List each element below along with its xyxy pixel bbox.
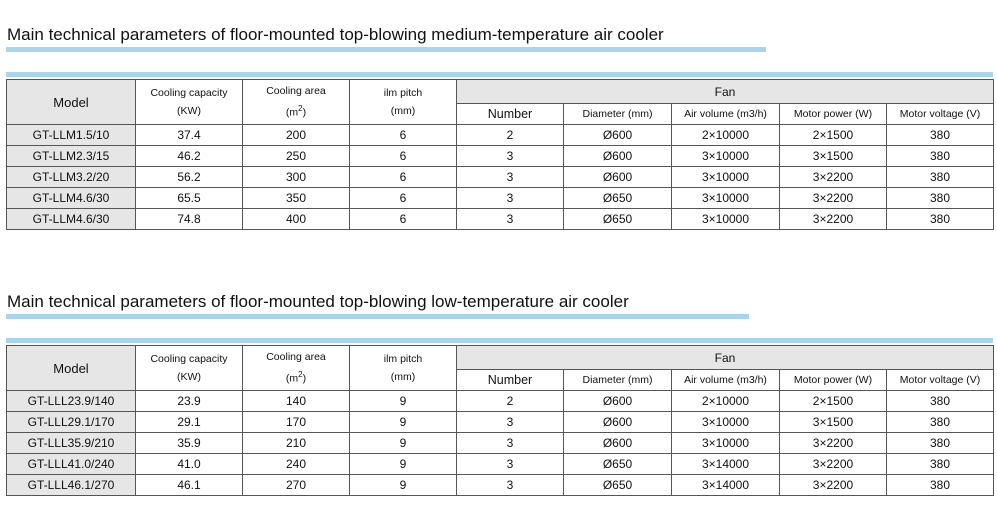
spec-table-medium <box>6 79 994 230</box>
number-cell: 3 <box>457 412 564 433</box>
table-row <box>7 412 994 433</box>
table-row <box>7 209 994 230</box>
air-volume-header: Air volume (m3/h) <box>672 104 780 125</box>
cooling-capacity-header <box>136 346 243 391</box>
header-row <box>7 346 994 370</box>
motor-voltage-cell: 380 <box>887 167 994 188</box>
section-title-medium: Main technical parameters of floor-mounted top-blowing medium-temperature air cooler <box>7 25 664 44</box>
air-volume-cell: 3×10000 <box>672 146 780 167</box>
cooling-area-header <box>243 346 350 391</box>
motor-power-cell: 3×2200 <box>780 209 887 230</box>
diameter-cell: Ø650 <box>564 454 672 475</box>
model-cell: GT-LLL23.9/140 <box>7 391 136 412</box>
section-title-low: Main technical parameters of floor-mounted top-blowing low-temperature air cooler <box>7 292 629 311</box>
capacity-cell: 41.0 <box>136 454 243 475</box>
capacity-cell: 29.1 <box>136 412 243 433</box>
motor-voltage-cell: 380 <box>887 391 994 412</box>
capacity-cell: 65.5 <box>136 188 243 209</box>
motor-power-cell: 3×2200 <box>780 433 887 454</box>
air-volume-header: Air volume (m3/h) <box>672 370 780 391</box>
air-volume-cell: 3×10000 <box>672 209 780 230</box>
pitch-cell: 9 <box>350 412 457 433</box>
fin-pitch-label: ilm pitch <box>383 87 423 99</box>
pitch-cell: 6 <box>350 209 457 230</box>
number-cell: 2 <box>457 125 564 146</box>
table-top-bar <box>6 72 993 77</box>
model-cell: GT-LLM4.6/30 <box>7 209 136 230</box>
diameter-cell: Ø650 <box>564 475 672 496</box>
air-volume-cell: 2×10000 <box>672 125 780 146</box>
header-row <box>7 80 994 104</box>
motor-voltage-cell: 380 <box>887 412 994 433</box>
model-cell: GT-LLM4.6/30 <box>7 188 136 209</box>
pitch-cell: 6 <box>350 167 457 188</box>
model-header: Model <box>7 346 136 391</box>
number-cell: 2 <box>457 391 564 412</box>
motor-power-cell: 2×1500 <box>780 125 887 146</box>
area-cell: 250 <box>243 146 350 167</box>
spec-table-low <box>6 345 994 496</box>
number-cell: 3 <box>457 475 564 496</box>
table-row <box>7 146 994 167</box>
area-cell: 270 <box>243 475 350 496</box>
air-volume-cell: 3×14000 <box>672 475 780 496</box>
capacity-cell: 46.1 <box>136 475 243 496</box>
fin-pitch-header <box>350 346 457 391</box>
title-underline <box>6 47 766 52</box>
cooling-capacity-unit: (KW) <box>177 371 201 383</box>
fin-pitch-label: ilm pitch <box>383 353 423 365</box>
area-cell: 140 <box>243 391 350 412</box>
pitch-cell: 9 <box>350 433 457 454</box>
number-cell: 3 <box>457 209 564 230</box>
motor-voltage-cell: 380 <box>887 454 994 475</box>
air-volume-cell: 3×10000 <box>672 433 780 454</box>
motor-voltage-cell: 380 <box>887 209 994 230</box>
area-cell: 350 <box>243 188 350 209</box>
model-header: Model <box>7 80 136 125</box>
cooling-capacity-label: Cooling capacity <box>150 353 228 365</box>
number-cell: 3 <box>457 433 564 454</box>
motor-voltage-cell: 380 <box>887 433 994 454</box>
pitch-cell: 9 <box>350 475 457 496</box>
number-cell: 3 <box>457 167 564 188</box>
air-volume-cell: 3×10000 <box>672 167 780 188</box>
pitch-cell: 9 <box>350 391 457 412</box>
table-row <box>7 125 994 146</box>
motor-power-cell: 3×1500 <box>780 412 887 433</box>
table-row <box>7 433 994 454</box>
cooling-capacity-header <box>136 80 243 125</box>
motor-power-header: Motor power (W) <box>780 104 887 125</box>
table-top-bar <box>6 338 993 343</box>
table-row <box>7 454 994 475</box>
table-row <box>7 167 994 188</box>
diameter-cell: Ø600 <box>564 433 672 454</box>
motor-voltage-cell: 380 <box>887 125 994 146</box>
cooling-area-header <box>243 80 350 125</box>
fin-pitch-header <box>350 80 457 125</box>
pitch-cell: 6 <box>350 125 457 146</box>
capacity-cell: 35.9 <box>136 433 243 454</box>
capacity-cell: 56.2 <box>136 167 243 188</box>
cooling-area-label: Cooling area <box>266 351 326 364</box>
motor-power-header: Motor power (W) <box>780 370 887 391</box>
cooling-capacity-unit: (KW) <box>177 105 201 117</box>
title-underline <box>6 314 749 319</box>
area-cell: 400 <box>243 209 350 230</box>
area-cell: 200 <box>243 125 350 146</box>
model-cell: GT-LLL35.9/210 <box>7 433 136 454</box>
motor-voltage-header: Motor voltage (V) <box>887 104 994 125</box>
number-header: Number <box>457 370 564 391</box>
capacity-cell: 37.4 <box>136 125 243 146</box>
diameter-cell: Ø600 <box>564 125 672 146</box>
number-cell: 3 <box>457 454 564 475</box>
model-cell: GT-LLL41.0/240 <box>7 454 136 475</box>
number-header: Number <box>457 104 564 125</box>
diameter-cell: Ø600 <box>564 167 672 188</box>
fan-header: Fan <box>457 346 994 370</box>
diameter-header: Diameter (mm) <box>564 104 672 125</box>
table-row <box>7 188 994 209</box>
capacity-cell: 74.8 <box>136 209 243 230</box>
fin-pitch-unit: (mm) <box>390 105 416 117</box>
fin-pitch-unit: (mm) <box>390 371 416 383</box>
air-volume-cell: 3×14000 <box>672 454 780 475</box>
fan-header: Fan <box>457 80 994 104</box>
pitch-cell: 6 <box>350 146 457 167</box>
air-volume-cell: 3×10000 <box>672 412 780 433</box>
motor-voltage-cell: 380 <box>887 188 994 209</box>
air-volume-cell: 3×10000 <box>672 188 780 209</box>
pitch-cell: 9 <box>350 454 457 475</box>
diameter-cell: Ø650 <box>564 188 672 209</box>
table-row <box>7 391 994 412</box>
capacity-cell: 46.2 <box>136 146 243 167</box>
air-volume-cell: 2×10000 <box>672 391 780 412</box>
diameter-cell: Ø650 <box>564 209 672 230</box>
diameter-cell: Ø600 <box>564 412 672 433</box>
cooling-area-label: Cooling area <box>266 85 326 98</box>
model-cell: GT-LLM3.2/20 <box>7 167 136 188</box>
model-cell: GT-LLL46.1/270 <box>7 475 136 496</box>
diameter-header: Diameter (mm) <box>564 370 672 391</box>
pitch-cell: 6 <box>350 188 457 209</box>
number-cell: 3 <box>457 188 564 209</box>
area-cell: 240 <box>243 454 350 475</box>
table-row <box>7 475 994 496</box>
diameter-cell: Ø600 <box>564 146 672 167</box>
motor-power-cell: 3×2200 <box>780 167 887 188</box>
capacity-cell: 23.9 <box>136 391 243 412</box>
diameter-cell: Ø600 <box>564 391 672 412</box>
motor-power-cell: 3×2200 <box>780 188 887 209</box>
motor-power-cell: 3×1500 <box>780 146 887 167</box>
motor-voltage-header: Motor voltage (V) <box>887 370 994 391</box>
motor-power-cell: 3×2200 <box>780 475 887 496</box>
cooling-capacity-label: Cooling capacity <box>150 87 228 99</box>
motor-voltage-cell: 380 <box>887 475 994 496</box>
motor-voltage-cell: 380 <box>887 146 994 167</box>
area-cell: 300 <box>243 167 350 188</box>
model-cell: GT-LLL29.1/170 <box>7 412 136 433</box>
cooling-area-unit: $(m^2)$ <box>285 370 307 385</box>
area-cell: 210 <box>243 433 350 454</box>
cooling-area-unit: $(m^2)$ <box>285 104 307 119</box>
model-cell: GT-LLM1.5/10 <box>7 125 136 146</box>
area-cell: 170 <box>243 412 350 433</box>
number-cell: 3 <box>457 146 564 167</box>
model-cell: GT-LLM2.3/15 <box>7 146 136 167</box>
motor-power-cell: 3×2200 <box>780 454 887 475</box>
motor-power-cell: 2×1500 <box>780 391 887 412</box>
